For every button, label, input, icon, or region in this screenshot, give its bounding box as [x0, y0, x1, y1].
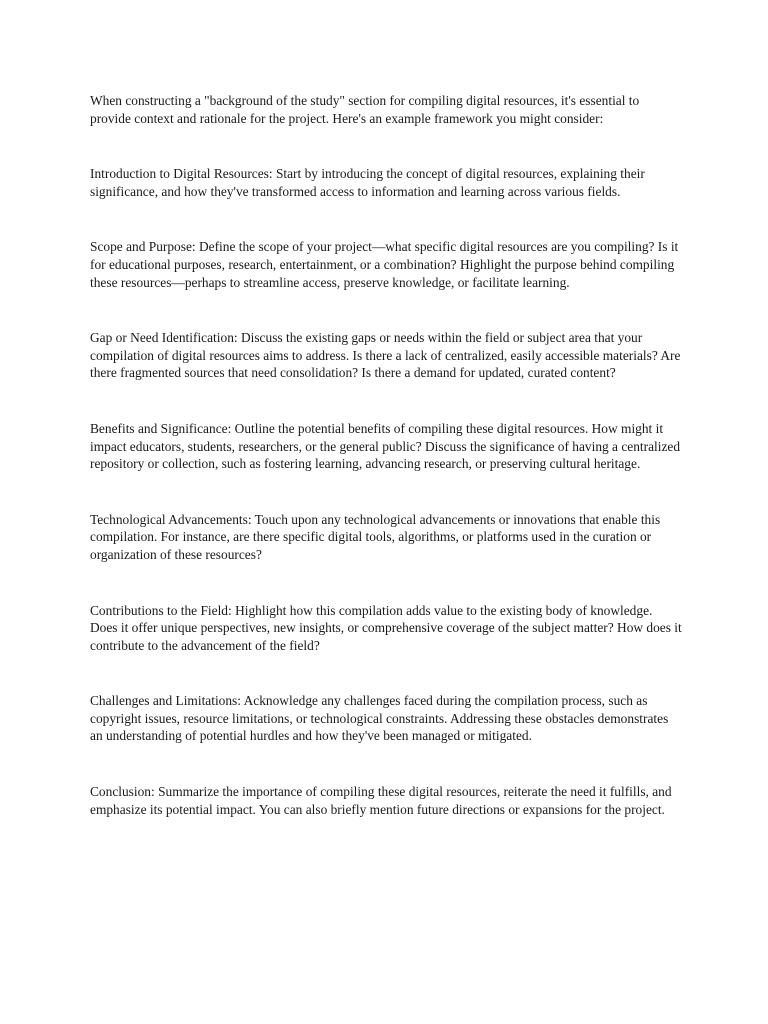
- paragraph-benefits-and-significance: Benefits and Significance: Outline the potential benefits of compiling these digital resources. How might it impact educators, students, researchers, or the general public? Discuss the significance of having a centralized repository or collection, such as fostering learning, advancing research, or preserving cultural heritage.: [90, 420, 681, 472]
- paragraph-intro: When constructing a "background of the study" section for compiling digital resources, it's essential to provide context and rationale for the project. Here's an example framework you might consider:: [90, 93, 640, 126]
- document-body: [90, 92, 682, 818]
- paragraph-gap-or-need-identification: Gap or Need Identification: Discuss the existing gaps or needs within the field or subject area that your compilation of digital resources aims to address. Is there a lack of centralized, easily accessible materials? Are there fragmented sources that need consolidation? Is there a demand for updated, curated content?: [90, 330, 681, 381]
- paragraph-contributions-to-the-field: Contributions to the Field: Highlight how this compilation adds value to the existing body of knowledge. Does it offer unique perspectives, new insights, or comprehensive coverage of the subject matter? How does it contribute to the advancement of the field?: [90, 602, 682, 653]
- paragraph-scope-and-purpose: Scope and Purpose: Define the scope of your project—what specific digital resources are you compiling? Is it for educational purposes, research, entertainment, or a combination? Highlight the purpose behind compiling these resources—perhaps to streamline access, preserve knowledge, or facilitate learning.: [90, 239, 679, 290]
- paragraph-challenges-and-limitations: Challenges and Limitations: Acknowledge any challenges faced during the compilation process, such as copyright issues, resource limitations, or technological constraints. Addressing these obstacles demonstrates an understanding of potential hurdles and how they've been managed or mitigated.: [90, 693, 669, 744]
- paragraph-introduction-to-digital-resources: Introduction to Digital Resources: Start by introducing the concept of digital resources, explaining their significance, and how they've transformed access to information and learning across various fields.: [90, 166, 645, 199]
- paragraph-conclusion: Conclusion: Summarize the importance of compiling these digital resources, reiterate the need it fulfills, and emphasize its potential impact. You can also briefly mention future directions or expansions for the project.: [90, 784, 672, 817]
- paragraph-technological-advancements: Technological Advancements: Touch upon any technological advancements or innovations that enable this compilation. For instance, are there specific digital tools, algorithms, or platforms used in the curation or organization of these resources?: [90, 511, 661, 562]
